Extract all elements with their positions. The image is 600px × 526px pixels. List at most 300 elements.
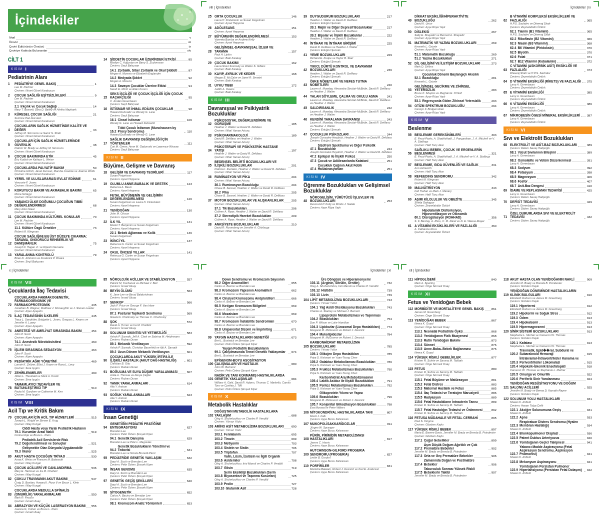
toc-entry: [8, 416, 97, 426]
toc-entry-page: 429: [586, 200, 592, 205]
toc-entry-title: FETAL BÜYÜMENİN VE GELİŞİMİN DEĞERLENDİRİLMESİ: [110, 193, 163, 202]
toc-entry-number: 122.1: [510, 408, 518, 412]
toc-entry-authors: Colleen A. Ryan, Heather J. Walter ve David R. DeMaso: [214, 218, 284, 222]
toc-entry-page: 204: [291, 183, 297, 187]
toc-entry-number: 26: [208, 26, 212, 31]
toc-entry-page: 343: [491, 186, 497, 190]
toc-entry: [104, 468, 193, 478]
toc-entry: [208, 467, 297, 471]
toc-entry-title: Taburculuk Sonrası Yüksek Riskli Bebeklerin Takibi: [423, 467, 475, 475]
toc-entry-number: 120.1: [510, 341, 518, 345]
toc-entry-authors: Dheeraj Shah ve H.P.S. Sachdev: [510, 71, 551, 75]
toc-entry-row: [415, 439, 497, 443]
toc-entry-number: 57: [408, 163, 412, 167]
dot-leader: [456, 55, 490, 56]
toc-entry-authors: Lee M. Pachter: [14, 97, 34, 101]
toc-entry: [304, 107, 393, 117]
toc-entry-page: 934: [586, 424, 592, 428]
toc-entry: [304, 95, 393, 105]
toc-entry-authors: Jennifer M. Brady ve Beena D. Kamath-Rayne: [510, 389, 567, 393]
toc-entry: [504, 357, 593, 364]
toc-entry-translator: Çeviren: Halil Tunç Akar: [414, 143, 444, 147]
dot-leader: [234, 485, 290, 486]
toc-entry-translator: Çeviren: Zeynelabidin Öztürk: [414, 204, 450, 208]
toc-entry-title: Zorbalık, Siber Zorbalık ve Okul Şiddeti: [117, 68, 178, 73]
toc-entry-translator: Çeviren: Sera Işıgün: [14, 367, 40, 371]
toc-entry-row: [104, 423, 193, 430]
toc-entry-number: 112: [408, 307, 414, 311]
dot-leader: [67, 97, 94, 98]
toc-entry-row: [310, 164, 392, 171]
toc-entry-page: 410: [586, 184, 592, 188]
toc-entry-number: 119: [503, 293, 509, 297]
toc-entry: [208, 455, 297, 466]
toc-entry: [104, 84, 193, 91]
toc-entry-number: 41: [303, 53, 308, 58]
front-matter-page: ix: [188, 44, 191, 49]
toc-entry-page: 572: [186, 320, 192, 324]
dot-leader: [484, 411, 491, 412]
toc-entry-number: 92: [103, 381, 108, 386]
dot-leader: [545, 105, 586, 106]
dot-leader: [251, 178, 290, 179]
toc-entry-number: 73: [8, 314, 12, 319]
dot-leader: [184, 451, 186, 452]
toc-entry-translator: Çeviren: Alper Apaydın: [14, 355, 43, 359]
toc-entry-number: 17: [103, 141, 108, 146]
toc-entry-page: 92: [188, 76, 192, 81]
toc-entry: [304, 403, 393, 410]
toc-entry-page: 556: [91, 504, 97, 508]
toc-entry: [504, 465, 593, 476]
toc-entry-authors: John P. Scott: [14, 344, 31, 348]
toc-entry: [304, 384, 393, 391]
toc-entry-title: Apne: [519, 416, 528, 420]
toc-entry-title: Tiamin (B1 Vitamini): [517, 29, 549, 34]
toc-entry: [304, 15, 393, 25]
toc-entry-title: Şizofreni Spektrumu ve Diğer Psikotik Bozukluklar: [317, 143, 376, 151]
toc-entry: [8, 155, 97, 165]
toc-entry-translator: Çeviren: Pelin Özlem Şimşek Kiper: [110, 486, 153, 490]
toc-entry-authors: Marilyn C. Augustyn ve Barry S. Zuckerman: [110, 61, 164, 65]
dot-leader: [482, 102, 491, 103]
toc-entry-authors: Moira Szilagyi: [14, 192, 32, 196]
toc-entry-authors: H.P.S. Sachdev ve Dheeraj Shah: [510, 33, 551, 37]
toc-entry-page: 294: [491, 104, 497, 108]
toc-entry-number: 122.3: [510, 424, 518, 428]
part-band: [8, 66, 97, 74]
toc-entry-page: 366: [586, 37, 592, 42]
toc-entry-number: 27: [208, 34, 212, 39]
toc-entry-translator: Çeviren: Nimet Günel Karabucun: [14, 100, 55, 104]
toc-entry-row: [510, 421, 592, 428]
toc-entry-page: 525: [91, 450, 97, 454]
toc-entry-row: [310, 294, 392, 298]
toc-entry: [504, 171, 593, 175]
toc-entry-page: 269: [491, 41, 497, 46]
toc-entry-number: 97: [103, 479, 108, 484]
toc-entry-title: Fetal Hastalıkların İntrauterin Tanısı: [423, 400, 478, 405]
toc-entry-number: 119.3: [510, 316, 518, 321]
toc-entry-title: GELİŞİMSEL GECİKME VE ZİHİNSEL YETERSİZLİK: [414, 84, 471, 93]
toc-entry-page: 321: [491, 152, 497, 156]
toc-entry-translator: Çeviren: Nimet Günel Karabucun: [14, 196, 55, 200]
toc-entry-title: Hipokalsemi: [519, 320, 539, 325]
toc-entry: [408, 367, 497, 377]
toc-entry-number: 105.4: [310, 379, 318, 383]
toc-entry-authors: E. Prout-Parks, A. Shaikhkhalil, J. A. Mitchell ve V. A. Stallings: [414, 155, 491, 159]
toc-entry-row: [415, 330, 497, 334]
toc-entry-page: 151: [291, 26, 297, 31]
toc-entry-row: [415, 73, 497, 80]
toc-entry-page: 892: [491, 408, 497, 412]
toc-entry-number: 113.3: [414, 338, 423, 343]
toc-entry-authors: Megan E. McCabe ve Janet R. Serwint: [214, 76, 262, 80]
toc-entry-title: ÇOCUKLARDA AKUT YÜKSEK İRTİFA İLE İLİŞKİLİ HASTALIK (AKUT DAĞ HASTALIĞI): [110, 355, 177, 363]
toc-entry-title: MATEMATİK VE YAZMA BOZUKLUKLARI: [414, 41, 477, 46]
toc-entry-page: 368: [586, 42, 592, 46]
toc-entry-number: 109: [303, 452, 309, 457]
dot-leader: [384, 170, 386, 171]
toc-entry-number: 87: [103, 301, 108, 305]
toc-entry-page: 912: [586, 304, 592, 308]
dot-leader: [539, 324, 586, 325]
toc-entry-authors: Brian D. Johnston ve Frederick P. Rivara: [14, 257, 64, 261]
toc-entry-authors: Shawn K. Ahlfeld: [510, 456, 531, 460]
toc-entry-translator: Çeviren: Pelin Özlem Şimşek Kiper: [110, 497, 153, 501]
toc-entry-authors: John W. Belmont: [214, 366, 236, 370]
toc-entry-number: 68.1: [510, 151, 517, 155]
toc-entry-page: 269: [491, 52, 497, 57]
toc-entry-number: 56: [408, 152, 412, 156]
toc-entry-number: 82: [8, 477, 12, 482]
toc-entry-title: Yenidoğanın Persistan Pulmoner Hipertansiyonu (Persistan Fetal Dolaşım): [519, 464, 582, 472]
toc-entry-page: 141: [186, 251, 192, 255]
toc-entry-authors: Brendan Lee: [110, 429, 126, 433]
toc-entry-row: [510, 373, 592, 377]
toc-entry-title: Lipidozlar (Lizozomal Depo Hastalıkları): [319, 325, 380, 329]
toc-entry: [208, 199, 297, 206]
toc-entry-title: Histidin: [321, 289, 333, 293]
toc-entry-number: 29: [208, 61, 212, 65]
toc-entry-row: [8, 296, 97, 307]
dot-leader: [177, 60, 188, 61]
toc-entry-page: 521: [91, 441, 97, 446]
dot-leader: [534, 174, 586, 175]
toc-entry: [408, 73, 497, 84]
part-numeral: V: [425, 117, 429, 124]
toc-entry: [304, 333, 393, 340]
toc-entry-row: [408, 15, 497, 22]
toc-entry-translator: Çeviren: Pelin Özlem Şimşek Kiper: [214, 342, 258, 346]
toc-entry-authors: David R. DeMaso ve Heather J. Walter: [310, 45, 358, 49]
toc-entry-translator: Çeviren: Nihal Yaman Artunç: [214, 129, 250, 133]
toc-entry-title: Bipolar ve İlişkili Bozukluklar: [317, 33, 362, 38]
toc-entry-title: YENİDOĞAN BEBEK: [414, 318, 446, 323]
toc-entry-page: 185: [291, 122, 297, 127]
toc-entry: [304, 65, 393, 79]
toc-entry-title: DUYGUDURUM BOZUKLUKLARI: [310, 15, 360, 19]
toc-entry-page: 918: [586, 365, 592, 369]
toc-entry-translator: Çeviren: Nimet Günel Karabucun: [14, 89, 55, 93]
corner-mark-icon: [594, 264, 600, 270]
toc-entry-translator: Çeviren: Ertuğrul Şencak: [310, 139, 341, 143]
toc-entry-translator: Çeviren: Özge Sürmeli Onay: [414, 374, 450, 378]
page-5-columns: [208, 277, 392, 491]
toc-entry-translator: Çeviren: Halil Tunç Akar: [414, 158, 444, 162]
toc-entry-authors: Heather J. Walter ve David R. DeMaso: [214, 152, 262, 156]
toc-entry-title: OTİZM SPEKTRUM BOZUKLUĞU: [414, 104, 465, 108]
toc-entry: [104, 77, 193, 84]
toc-entry-page: 365: [586, 29, 592, 34]
toc-entry-page: 754: [386, 317, 392, 322]
toc-entry-number: 47.3: [310, 159, 317, 164]
toc-entry-number: 122.2: [510, 416, 518, 420]
toc-entry: [504, 103, 593, 113]
toc-entry: [304, 289, 393, 293]
toc-entry-page: 217: [386, 26, 392, 30]
toc-entry-number: 122.8: [510, 460, 518, 464]
toc-entry: [504, 184, 593, 188]
dot-leader: [488, 474, 490, 475]
toc-entry-page: 798: [386, 403, 392, 407]
part-band: [208, 96, 297, 104]
toc-entry-number: 120: [503, 330, 509, 334]
toc-entry-authors: Carlos A. Bacino ve Brendan Lee: [214, 323, 256, 327]
toc-entry-authors: Joanna G. Cohen ve Bruce L. Klein: [14, 507, 58, 511]
toc-entry: [208, 176, 297, 183]
toc-entry-number: 113: [408, 318, 414, 323]
column-right: [104, 57, 193, 263]
toc-entry-authors: Carlos A. Bacino ve Brendan Lee: [214, 316, 256, 320]
column-left: [408, 14, 497, 235]
toc-entry-number: 68: [503, 143, 508, 147]
dot-leader: [288, 461, 290, 462]
toc-entry-authors: Heather J. Walter ve David R. DeMaso: [214, 126, 262, 130]
dot-leader: [582, 82, 586, 83]
toc-entry: [208, 46, 297, 60]
toc-entry-title: GELİŞİMSEL-DAVRANIŞSAL İZLEM VE TARAMA: [214, 46, 274, 54]
toc-entry: [304, 196, 393, 210]
toc-entry-page: 407: [586, 179, 592, 184]
toc-entry-authors: Mary Allen Staat: [14, 207, 35, 211]
toc-entry-title: ÇOCUKLARDA PALYATİF BAKIM: [14, 166, 65, 170]
toc-entry-translator: Çeviren: Zeynelabidin Öztürk: [510, 121, 546, 125]
toc-entry-title: EPİGENOM-BOYU ASOSİYASYON ÇALIŞMALARI VE HASTALIK: [214, 358, 266, 367]
toc-entry-number: 78: [8, 386, 12, 391]
dot-leader: [88, 495, 90, 496]
dot-leader: [562, 411, 586, 412]
toc-entry-authors: A. Catharine Ross: [414, 227, 437, 231]
toc-entry-number: 62.7: [510, 59, 517, 64]
toc-entry-title: C VİTAMİNİ (ASKORBİK ASİT) EKSİKLİĞİ VE FAZLALIĞI: [510, 64, 578, 72]
toc-entry: [104, 393, 193, 403]
toc-entry: [408, 30, 497, 40]
toc-entry: [504, 330, 593, 340]
toc-entry: [104, 301, 193, 311]
dot-leader: [479, 419, 491, 420]
toc-entry-translator: Çeviren: Seçil Bahçıvan: [14, 260, 44, 263]
toc-entry-row: [215, 437, 297, 441]
toc-entry-number: 64: [503, 79, 508, 84]
toc-entry-authors: Neera K. Goyal: [414, 351, 434, 355]
dot-leader: [436, 281, 490, 282]
toc-entry-page: 519: [91, 430, 97, 435]
dot-leader: [285, 202, 291, 203]
toc-entry-page: 345: [491, 197, 497, 202]
toc-entry-translator: Çeviren: Ayşe Burcu Kahraman: [310, 471, 349, 475]
dot-leader: [374, 414, 386, 415]
toc-entry-number: 25: [208, 15, 212, 19]
toc-entry: [408, 148, 497, 162]
toc-entry-authors: Susan Feigelman: [110, 174, 132, 178]
toc-entry-title: Glikoprotein Yıkımı ve Yapısı Bozuklukları: [319, 391, 364, 399]
toc-entry-authors: Bret L. Bostwick ve Brendan Lee: [214, 339, 255, 343]
toc-entry-translator: Çeviren: Nimet Günel Karabucun: [14, 211, 55, 215]
toc-entry-authors: Colleen A. Ryan, Heather J. Walter ve David R. DeMaso: [214, 210, 284, 214]
toc-entry: [104, 355, 193, 369]
running-header: viii | İçindekiler: [209, 6, 232, 10]
corner-mark-icon: [401, 1, 407, 7]
toc-entry-authors: David R. DeMaso ve Heather J. Walter: [214, 137, 262, 141]
toc-entry-row: [15, 438, 97, 445]
toc-entry-number: 63: [503, 68, 508, 72]
toc-entry-title: SOĞUK YARALANMALARI: [110, 393, 151, 397]
toc-entry-row: [415, 396, 497, 400]
dot-leader: [285, 428, 291, 429]
toc-entry-translator: Çeviren: Nimet Günel Karabucun: [14, 184, 55, 188]
toc-entry-title: Tik Bozuklukları: [222, 206, 247, 211]
toc-entry: [104, 220, 193, 230]
toc-entry: [208, 433, 297, 437]
toc-entry-number: 51: [408, 41, 412, 46]
corner-mark-icon: [194, 264, 200, 270]
toc-entry-authors: Larry A. Greenbaum: [510, 192, 535, 196]
toc-entry-page: 868: [491, 334, 497, 338]
toc-entry-number: 12: [8, 242, 12, 246]
toc-entry-row: [104, 355, 193, 362]
toc-entry: [8, 349, 97, 359]
toc-entry-translator: Çeviren: Halil Tunç Akar: [414, 181, 444, 185]
dot-leader: [66, 458, 90, 459]
toc-entry-translator: Çeviren: Özge Sürmeli Onay: [414, 325, 450, 329]
dot-leader: [462, 358, 491, 359]
toc-entry-title: DOĞUŞTAN METABOLİK HASTALIKLARA YAKLAŞIM: [214, 410, 278, 418]
toc-entry-title: Fruktoz Metabolizması Bozuklukları: [319, 368, 374, 372]
toc-entry: [208, 359, 297, 373]
toc-entry-translator: Çeviren: Seçil Bahçıvan: [110, 103, 140, 107]
toc-entry-title: RUMİNASYON VE PİKA: [214, 175, 251, 180]
toc-entry-translator: Çeviren: Alper Apaydın: [14, 336, 43, 340]
dot-leader: [578, 146, 586, 147]
dot-leader: [176, 281, 186, 282]
toc-entry: [104, 251, 193, 261]
toc-entry-number: 79.3: [14, 450, 21, 454]
toc-entry-authors: Manisha Balwani, Robert J. Desnick ve Karl E. Anderson: [310, 467, 380, 471]
toc-entry: [104, 182, 193, 192]
toc-entry-title: Lizin: [321, 293, 329, 298]
toc-entry-page: 922: [586, 372, 592, 377]
toc-entry-number: 62.3: [510, 42, 517, 46]
toc-entry-translator: Çeviren: İsmail Uluay: [110, 308, 136, 312]
toc-entry-authors: Joseph L. Wright ve Steven E. Krug: [14, 419, 59, 423]
part-title: Çocuklarda İlaç Tedavisi: [8, 288, 66, 294]
toc-entry-row: [215, 455, 297, 462]
dot-leader: [381, 328, 386, 329]
toc-entry-page: 792: [386, 383, 392, 388]
toc-entry-number: 103.2: [214, 437, 223, 441]
toc-entry: [504, 304, 593, 311]
toc-entry-title: Bronkopulmoner Displazi: [519, 431, 559, 436]
toc-entry-number: 72: [8, 303, 12, 307]
toc-entry-page: 811: [387, 422, 392, 427]
toc-entry: [8, 166, 97, 176]
front-matter-page: xlv: [187, 49, 191, 53]
part-title: Pediatrinin Alanı: [8, 75, 48, 81]
toc-entry-title: BEDENSEL BELİRTİ BOZUKLUKLARI VE İLİŞKİLİ BOZUKLUKLAR: [214, 160, 277, 168]
toc-entry-translator: Çeviren: Gözdem Kaykı: [510, 337, 540, 341]
toc-entry-page: 831: [386, 464, 392, 468]
toc-entry-row: [504, 212, 593, 219]
toc-entry-number: 23: [103, 239, 108, 244]
dot-leader: [163, 505, 186, 506]
corner-mark-icon: [201, 1, 207, 7]
toc-entry-translator: Çeviren: Didem Savaş Hatipoğlu: [510, 219, 550, 223]
toc-entry-translator: Çeviren: Nimet Günel Karabucun: [14, 161, 55, 165]
toc-entry: [408, 383, 497, 387]
front-matter-label: Çeviri Editörünün Önsözü: [9, 44, 45, 49]
part-band: [8, 399, 97, 407]
toc-entry: [304, 314, 393, 325]
toc-entry-row: [310, 392, 392, 399]
toc-entry-title: Zamanında Doğan ve Postmatüre Bebekler: [423, 459, 475, 467]
toc-entry-number: 113.2: [414, 334, 423, 338]
toc-entry: [504, 349, 593, 356]
column-right: [304, 277, 393, 491]
toc-entry-authors: Lauren A. Mowday, Alexandra Sinclair-McBride, David R. DeMaso ve Heather J. Walter: [310, 110, 391, 117]
toc-entry: [8, 296, 97, 314]
toc-entry-translator: Çeviren: Seçil Bahçıvan: [110, 114, 140, 118]
toc-entry-row: [504, 65, 593, 72]
toc-entry: [504, 212, 593, 223]
toc-entry-number: 55: [408, 133, 412, 138]
toc-entry-number: 50: [408, 30, 412, 34]
toc-entry: [304, 434, 393, 448]
toc-entry-number: 10: [8, 204, 12, 208]
toc-entry: [504, 80, 593, 90]
toc-entry-title: GELİŞİM VE DAVRANIŞ TEORİLERİ: [110, 171, 164, 175]
part-kisim-label: KISIM: [11, 281, 23, 285]
toc-entry: [304, 34, 393, 41]
toc-entry-number: 47.1: [310, 147, 317, 151]
toc-entry: [504, 15, 593, 29]
toc-entry-page: 432: [586, 215, 592, 220]
front-matter-label: Önsöz: [9, 40, 18, 44]
dot-leader: [330, 296, 386, 297]
toc-entry-authors: Elizabeth Dobson ve James M. Greenberg: [510, 296, 562, 300]
toc-entry-authors: Oleg A. Shchelochkov, Irini Manoli ve Charles P. Venditti: [310, 285, 379, 289]
toc-entry-authors: Ashok P. Sarnaik, Jeff A. Clark ve Sabrina M. Heidemann: [110, 335, 180, 339]
toc-entry-row: [110, 445, 192, 452]
toc-entry-translator: Çeviren: Ertuğrul Şencak: [310, 60, 341, 64]
toc-entry-page: 111: [187, 141, 192, 146]
toc-entry-authors: Richard E. Kreipe ve Taylor B. Starr: [310, 57, 354, 61]
toc-entry-title: Hipotermi ve Soğuk Stres: [519, 312, 559, 316]
toc-entry-title: Yabancı Madde Aspirasyonu (Fetal Aspirasyon Sendromu, Aspirasyon Pnömonisi): [519, 445, 573, 457]
toc-entry-number: 105.7: [310, 403, 318, 407]
toc-entry-authors: Anna K. Weiss ve Frances M. Balamuth: [14, 458, 64, 462]
dot-leader: [559, 435, 586, 436]
